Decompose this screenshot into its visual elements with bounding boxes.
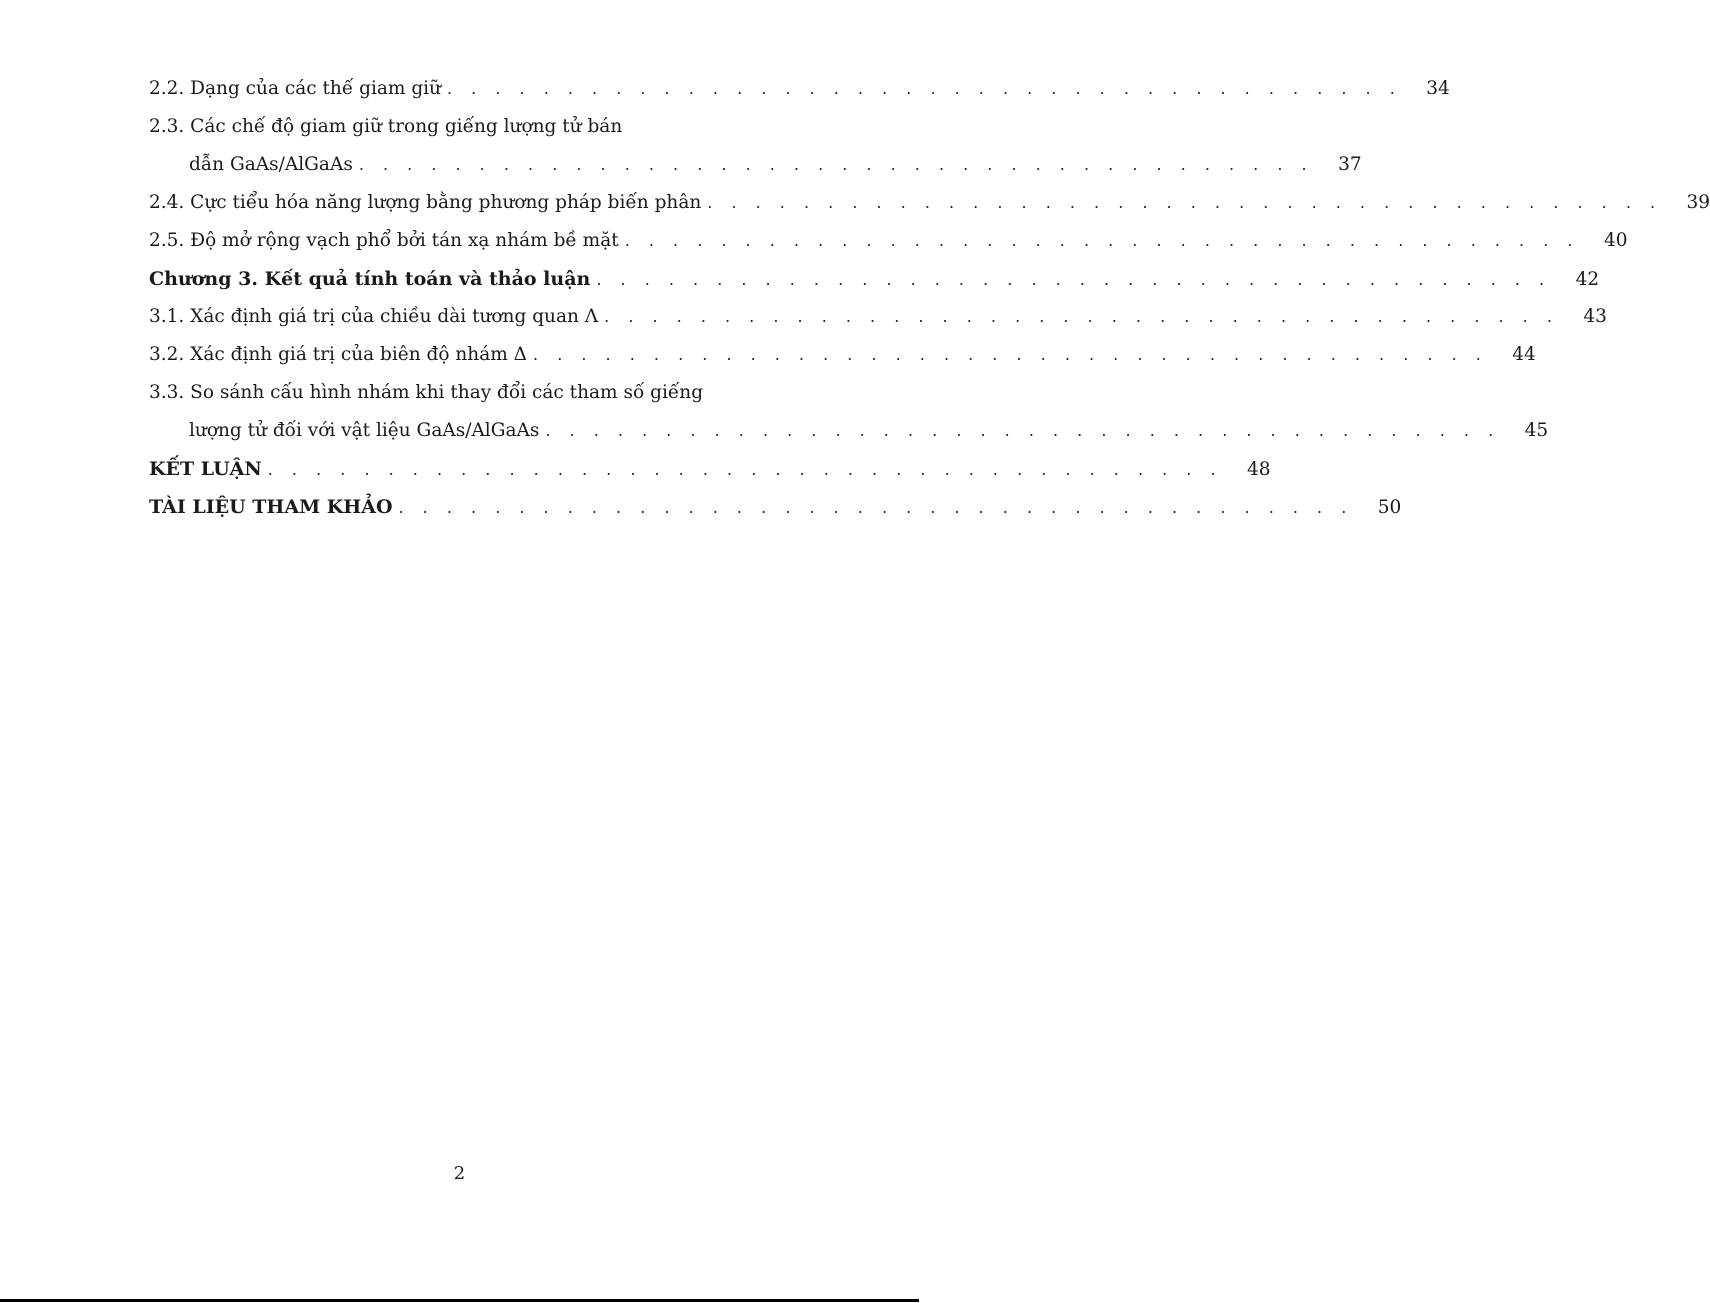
toc-entry-2-4[interactable] — [149, 184, 1710, 222]
toc-entry-page: 43 — [1583, 306, 1607, 327]
toc-entry-page: 40 — [1603, 230, 1628, 251]
toc-entry-page: 37 — [1338, 154, 1362, 175]
toc-entry-conclusion[interactable] — [149, 450, 1271, 488]
toc-entry-title: 2.3. Các chế độ giam giữ trong giếng lượng tử bán — [149, 116, 623, 137]
dot-leader: . . . . . . . . . . . . . . . . . . . . . . . . . . . . . . . . . . . . . . . . — [398, 498, 1354, 517]
toc-entry-2-3[interactable] — [149, 108, 1362, 184]
toc-entry-title: 2.4. Cực tiểu hóa năng lượng bằng phương pháp biến phân — [149, 192, 702, 213]
toc-entry-title-continued: dẫn GaAs/AlGaAs — [189, 154, 353, 175]
toc-entry-title: 3.3. So sánh cấu hình nhám khi thay đổi các tham số giếng — [149, 382, 704, 403]
toc-entry-title: 3.2. Xác định giá trị của biên độ nhám Δ — [149, 344, 528, 365]
toc-entry-2-2[interactable] — [149, 70, 1450, 108]
toc-entry-page: 50 — [1377, 497, 1402, 518]
dot-leader: . . . . . . . . . . . . . . . . . . . . . . . . . . . . . . . . . . . . . . . . — [596, 270, 1552, 289]
dot-leader: . . . . . . . . . . . . . . . . . . . . . . . . . . . . . . . . . . . . . . . . — [447, 79, 1402, 98]
toc-entry-title: TÀI LIỆU THAM KHẢO — [149, 496, 393, 518]
toc-entry-2-5[interactable] — [149, 222, 1628, 260]
dot-leader: . . . . . . . . . . . . . . . . . . . . . . . . . . . . . . . . . . . . . . . . — [533, 345, 1488, 364]
table-of-contents — [149, 70, 1710, 526]
dot-leader: . . . . . . . . . . . . . . . . . . . . . . . . . . . . . . . . . . . . . . . . — [624, 231, 1580, 250]
toc-entry-3-2[interactable] — [149, 336, 1536, 374]
page-number: 2 — [453, 1163, 466, 1184]
toc-entry-title: Chương 3. Kết quả tính toán và thảo luận — [149, 268, 591, 290]
toc-entry-references[interactable] — [149, 488, 1402, 526]
dot-leader: . . . . . . . . . . . . . . . . . . . . . . . . . . . . . . . . . . . . . . . . — [267, 460, 1223, 479]
toc-entry-title: 3.1. Xác định giá trị của chiều dài tương quan Λ — [149, 306, 599, 327]
dot-leader: . . . . . . . . . . . . . . . . . . . . . . . . . . . . . . . . . . . . . . . . — [358, 155, 1314, 174]
toc-entry-3-3[interactable] — [149, 374, 1549, 450]
toc-entry-title-continued: lượng tử đối với vật liệu GaAs/AlGaAs — [189, 420, 540, 441]
toc-entry-page: 39 — [1686, 192, 1710, 213]
toc-entry-title: 2.2. Dạng của các thế giam giữ — [149, 78, 441, 99]
page-bottom-rule — [0, 1299, 919, 1302]
toc-entry-title: KẾT LUẬN — [149, 458, 262, 480]
toc-entry-page: 44 — [1512, 344, 1536, 365]
toc-entry-title: 2.5. Độ mở rộng vạch phổ bởi tán xạ nhám bề mặt — [149, 230, 619, 251]
toc-entry-page: 45 — [1524, 420, 1549, 441]
toc-entry-3-1[interactable] — [149, 298, 1607, 336]
dot-leader: . . . . . . . . . . . . . . . . . . . . . . . . . . . . . . . . . . . . . . . . — [707, 193, 1663, 212]
toc-entry-page: 34 — [1426, 78, 1450, 99]
toc-entry-chapter-3[interactable] — [149, 260, 1600, 298]
dot-leader: . . . . . . . . . . . . . . . . . . . . . . . . . . . . . . . . . . . . . . . . — [545, 421, 1501, 440]
toc-entry-page: 48 — [1247, 459, 1271, 480]
toc-entry-page: 42 — [1575, 269, 1600, 290]
dot-leader: . . . . . . . . . . . . . . . . . . . . . . . . . . . . . . . . . . . . . . . . — [604, 307, 1559, 326]
